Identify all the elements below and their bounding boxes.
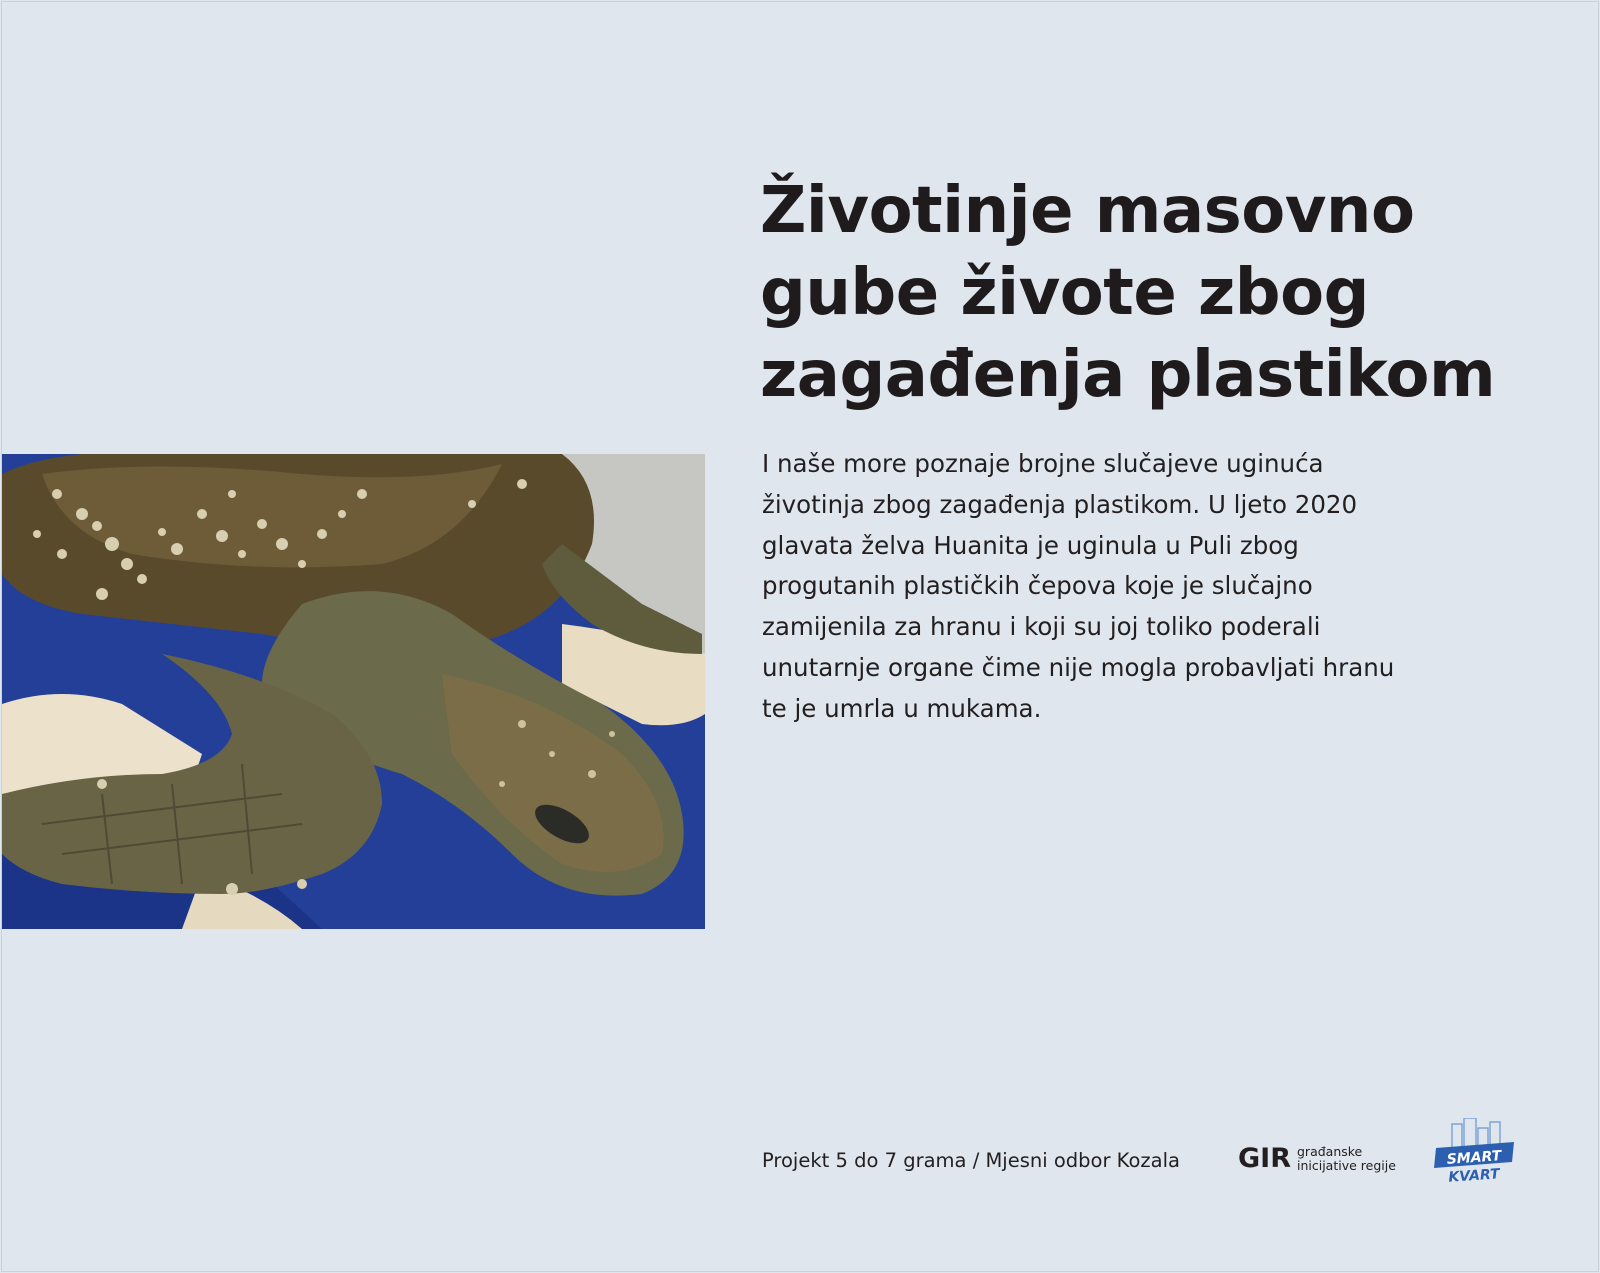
body-line: zamijenila za hranu i koji su joj toliko poderali [762, 612, 1321, 642]
body-line: progutanih plastičkih čepova koje je slučajno [762, 571, 1313, 601]
project-credit: Projekt 5 do 7 grama / Mjesni odbor Kozala [762, 1149, 1180, 1172]
gir-logo-mark: GIR [1238, 1143, 1291, 1174]
body-line: životinja zbog zagađenja plastikom. U ljeto 2020 [762, 489, 1358, 519]
body-line: glavata želva Huanita je uginula u Puli zbog [762, 530, 1299, 560]
title-line: zagađenja plastikom [760, 338, 1496, 412]
gir-logo [1238, 1143, 1396, 1174]
smart-logo-line: SMART [1446, 1148, 1502, 1168]
gir-logo-line: građanske [1297, 1143, 1363, 1159]
body-line: te je umrla u mukama. [762, 693, 1042, 723]
smart-logo-line: KVART [1447, 1166, 1501, 1186]
title-line: Životinje masovno [760, 174, 1415, 248]
page-title [760, 170, 1560, 416]
smart-kvart-logo [1432, 1118, 1518, 1190]
body-line: unutarnje organe čime nije mogla probavljati hranu [762, 652, 1395, 682]
title-line: gube živote zbog [760, 256, 1369, 330]
body-line: I naše more poznaje brojne slučajeve uginuća [762, 449, 1324, 478]
body-paragraph [762, 444, 1552, 730]
turtle-photo [2, 454, 705, 929]
gir-logo-subtitle [1297, 1145, 1396, 1173]
gir-logo-line: inicijative regije [1297, 1157, 1396, 1173]
